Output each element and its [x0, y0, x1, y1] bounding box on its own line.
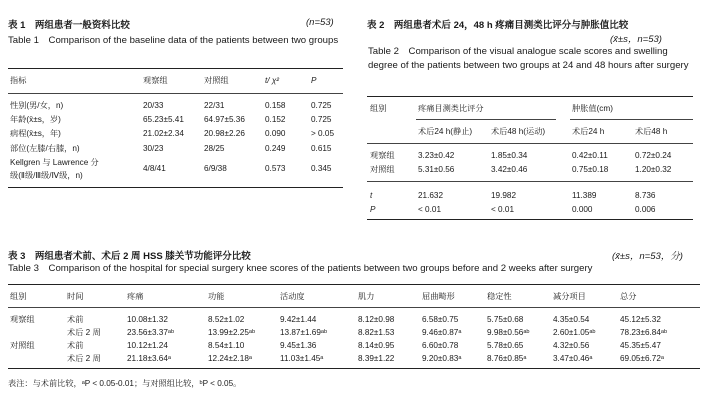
table-cell: 4/8/41 — [143, 164, 166, 173]
table1-header-p: P — [311, 76, 317, 85]
table-cell: < 0.01 — [418, 205, 441, 214]
table3-header-rule — [8, 307, 700, 308]
table-cell: 级(Ⅱ级/Ⅲ级/Ⅳ级，n) — [10, 171, 83, 180]
table2-header-swelling: 肿胀值(cm) — [572, 104, 613, 113]
table-cell: 9.45±1.36 — [280, 341, 317, 350]
table-cell: t — [370, 191, 373, 200]
table-cell: 10.08±1.32 — [127, 315, 168, 324]
table3-header: 组别 — [10, 292, 27, 301]
table-cell: 部位(左膝/右膝，n) — [10, 144, 80, 153]
table-cell: 8.82±1.53 — [358, 328, 395, 337]
table-cell: 11.03±1.45ᵃ — [280, 354, 324, 363]
table-cell: 8.736 — [635, 191, 656, 200]
table-cell: 9.42±1.44 — [280, 315, 317, 324]
table3-header: 稳定性 — [487, 292, 512, 301]
table-cell: 8.12±0.98 — [358, 315, 395, 324]
table-cell: 78.23±6.84ᵃᵇ — [620, 328, 668, 337]
table-cell: 6.58±0.75 — [422, 315, 459, 324]
table-cell: 11.389 — [572, 191, 597, 200]
table-cell: 观察组 — [370, 151, 395, 160]
table2-subrule-vas — [416, 119, 556, 120]
table-cell: 6/9/38 — [204, 164, 227, 173]
table3-title-en: Table 3 Comparison of the hospital for special surgery knee scores of the patients between two groups before and 2 weeks after surgery — [8, 263, 593, 274]
table1-title-cn: 表 1 两组患者一般资料比较 — [8, 20, 130, 31]
table-cell: 9.20±0.83ᵃ — [422, 354, 462, 363]
table1-header-rule — [8, 93, 343, 94]
table-cell: 65.23±5.41 — [143, 115, 184, 124]
table1-header-observation: 观察组 — [143, 76, 168, 85]
table-cell: 3.42±0.46 — [491, 165, 528, 174]
table-cell: 性别(男/女，n) — [10, 101, 64, 110]
table-cell: 19.982 — [491, 191, 517, 200]
table-cell: P — [370, 205, 376, 214]
table-cell: 0.75±0.18 — [572, 165, 609, 174]
table-cell: 0.573 — [265, 164, 286, 173]
table1-top-rule — [8, 68, 343, 69]
table1-header-indicator: 指标 — [10, 76, 27, 85]
table3-header: 肌力 — [358, 292, 375, 301]
table-cell: 0.725 — [311, 101, 332, 110]
table-cell: 8.54±1.10 — [208, 341, 245, 350]
table-cell: 20/33 — [143, 101, 164, 110]
table-cell: 4.35±0.54 — [553, 315, 590, 324]
table1-title-en: Table 1 Comparison of the baseline data of the patients between two groups — [8, 35, 339, 46]
table2-top-rule — [367, 96, 693, 97]
table2-subheader: 术后48 h(运动) — [491, 127, 546, 136]
table2-header-group: 组别 — [370, 104, 387, 113]
table2-title-en: Table 2 Comparison of the visual analogue scale scores and swelling degree of the patients between two groups at 24 and 48 hours after surgery — [368, 46, 689, 71]
table2-stats-rule — [367, 181, 693, 182]
table2-subheader: 术后24 h — [572, 127, 605, 136]
table2-bottom-rule — [367, 219, 693, 220]
table1-bottom-rule — [8, 187, 343, 188]
table-cell: 21.632 — [418, 191, 444, 200]
table2-subheader: 术后48 h — [635, 127, 668, 136]
table1-n-note: (n=53) — [306, 17, 334, 28]
table1-header-t-chi: t/ χ² — [265, 76, 280, 85]
table2-header-vas: 疼痛目测类比评分 — [418, 104, 484, 113]
table-cell: 5.31±0.56 — [418, 165, 455, 174]
table-cell: 对照组 — [10, 341, 35, 350]
table3-header: 总分 — [620, 292, 637, 301]
table-cell: 2.60±1.05ᵃᵇ — [553, 328, 596, 337]
table-cell: 0.72±0.24 — [635, 151, 672, 160]
table3-header: 屈曲畸形 — [422, 292, 455, 301]
table-cell: 年龄(x̄±s，岁) — [10, 115, 61, 124]
table-cell: 21.18±3.64ᵃ — [127, 354, 171, 363]
table-cell: 13.87±1.69ᵃᵇ — [280, 328, 328, 337]
table-cell: 12.24±2.18ᵃ — [208, 354, 252, 363]
table-cell: 0.158 — [265, 101, 286, 110]
table-cell: 10.12±1.24 — [127, 341, 168, 350]
table-cell: 9.98±0.56ᵃᵇ — [487, 328, 530, 337]
table-cell: 8.14±0.95 — [358, 341, 395, 350]
table-cell: 3.47±0.46ᵃ — [553, 354, 593, 363]
table2-n-note: (x̄±s，n=53) — [610, 34, 662, 45]
table-cell: 0.42±0.11 — [572, 151, 608, 160]
table-cell: 5.75±0.68 — [487, 315, 524, 324]
table-cell: 20.98±2.26 — [204, 129, 245, 138]
table-cell: 9.46±0.87ᵃ — [422, 328, 462, 337]
table-cell: 术后 2 周 — [67, 354, 101, 363]
table-cell: 4.32±0.56 — [553, 341, 590, 350]
table-cell: 术前 — [67, 315, 84, 324]
table-cell: 术后 2 周 — [67, 328, 101, 337]
table-cell: 8.39±1.22 — [358, 354, 395, 363]
table-cell: 22/31 — [204, 101, 225, 110]
table-cell: 6.60±0.78 — [422, 341, 459, 350]
table3-header: 疼痛 — [127, 292, 144, 301]
table-cell: 0.345 — [311, 164, 332, 173]
table3-header: 减分项目 — [553, 292, 586, 301]
table-cell: 术前 — [67, 341, 84, 350]
table-cell: Kellgren 与 Lawrence 分 — [10, 158, 99, 167]
table-cell: 21.02±2.34 — [143, 129, 184, 138]
table-cell: 8.52±1.02 — [208, 315, 245, 324]
table-cell: 0.249 — [265, 144, 286, 153]
table2-subrule-swelling — [570, 119, 693, 120]
table2-subheader: 术后24 h(静止) — [418, 127, 473, 136]
table-cell: 28/25 — [204, 144, 225, 153]
table-cell: 5.78±0.65 — [487, 341, 524, 350]
table-cell: 8.76±0.85ᵃ — [487, 354, 527, 363]
table2-title-cn: 表 2 两组患者术后 24，48 h 疼痛目测类比评分与肿胀值比较 — [367, 20, 629, 31]
table-cell: 0.006 — [635, 205, 656, 214]
table1-header-control: 对照组 — [204, 76, 229, 85]
table-cell: 1.85±0.34 — [491, 151, 528, 160]
table3-top-rule — [8, 284, 700, 285]
table3-title-cn: 表 3 两组患者术前、术后 2 周 HSS 膝关节功能评分比较 — [8, 251, 251, 262]
table-cell: 0.090 — [265, 129, 286, 138]
table-cell: 对照组 — [370, 165, 395, 174]
table-cell: 45.35±5.47 — [620, 341, 661, 350]
table-cell: 0.725 — [311, 115, 332, 124]
table3-n-note: (x̄±s，n=53，分) — [612, 251, 683, 262]
table2-header-rule — [367, 143, 693, 144]
table3-footnote: 表注：与术前比较，ᵃP < 0.05-0.01；与对照组比较，ᵇP < 0.05。 — [8, 379, 242, 388]
table-cell: 23.56±3.37ᵃᵇ — [127, 328, 175, 337]
table-cell: 0.615 — [311, 144, 332, 153]
table3-header: 功能 — [208, 292, 225, 301]
table-cell: 30/23 — [143, 144, 164, 153]
table-cell: 64.97±5.36 — [204, 115, 245, 124]
table-cell: > 0.05 — [311, 129, 334, 138]
table-cell: 病程(x̄±s，年) — [10, 129, 61, 138]
table-cell: 1.20±0.32 — [635, 165, 672, 174]
table3-header: 活动度 — [280, 292, 305, 301]
table3-header: 时间 — [67, 292, 84, 301]
table-cell: 45.12±5.32 — [620, 315, 661, 324]
table-cell: 观察组 — [10, 315, 35, 324]
table-cell: 0.000 — [572, 205, 593, 214]
table-cell: 0.152 — [265, 115, 286, 124]
table-cell: < 0.01 — [491, 205, 514, 214]
table3-bottom-rule — [8, 368, 700, 369]
table-cell: 13.99±2.25ᵃᵇ — [208, 328, 256, 337]
table-cell: 3.23±0.42 — [418, 151, 455, 160]
table-cell: 69.05±6.72ᵃ — [620, 354, 664, 363]
